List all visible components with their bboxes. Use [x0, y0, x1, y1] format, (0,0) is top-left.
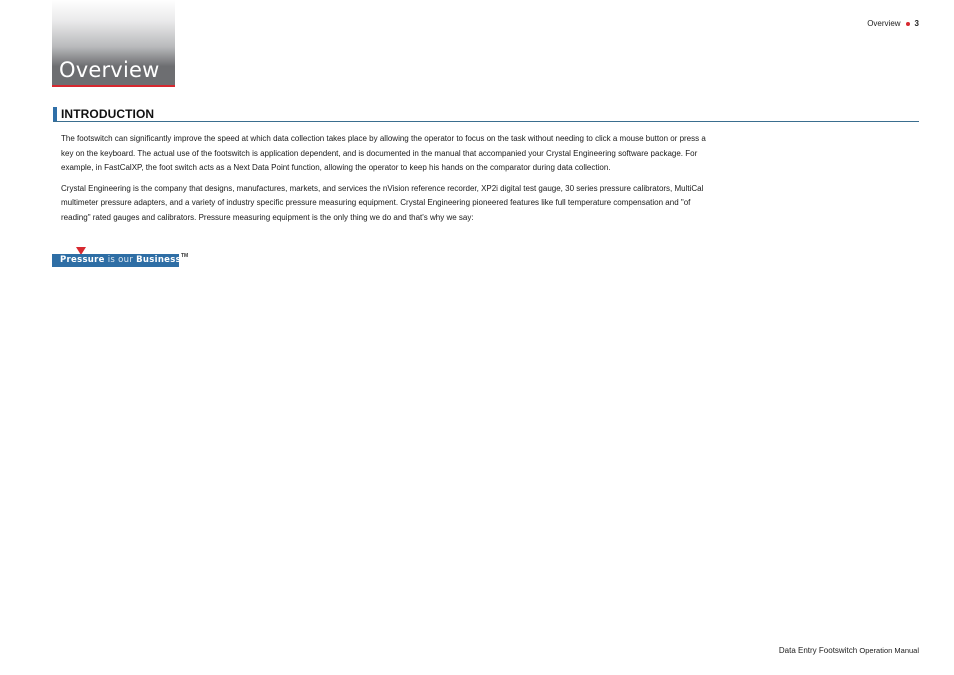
page-number: 3 [914, 19, 919, 28]
paragraph: Crystal Engineering is the company that designs, manufactures, markets, and services the nVision reference recorder, XP2i digital test gauge, 30 series pressure calibrators, MultiCal multimeter pressure adapters, and a variety of industry specific pressure measuring equipment. Crystal Engineering pioneered features like full temperature compensation and "of reading" rated gauges and calibrators. Pressure measuring equipment is the only thing we do and that's why we say: [61, 183, 704, 222]
running-header [867, 19, 919, 28]
bullet-dot-icon [906, 22, 910, 26]
chapter-title: Overview [59, 58, 160, 82]
footer-subtitle: Operation Manual [859, 646, 919, 655]
page-footer [779, 646, 919, 655]
header-section-label: Overview [867, 19, 901, 28]
chapter-tab [52, 0, 175, 87]
logo-word-is-our: is our [107, 255, 134, 265]
logo-word-business: Business [136, 255, 181, 265]
section-marker-icon [53, 107, 57, 121]
footer-title: Data Entry Footswitch [778, 646, 858, 655]
logo-banner [52, 254, 179, 267]
body-text [61, 132, 706, 232]
logo-word-pressure: Pressure [60, 255, 105, 265]
section-title: INTRODUCTION [61, 107, 155, 121]
trademark-mark: TM [181, 253, 189, 259]
section-heading [53, 107, 919, 122]
pressure-is-our-business-logo [52, 246, 192, 268]
paragraph: The footswitch can significantly improve the speed at which data collection takes place by allowing the operator to focus on the task without needing to click a mouse button or press a key on the keyboard. The actual use of the footswitch is application dependent, and is documented in the manual that accompanied your Crystal Engineering software package. For example, in FastCalXP, the foot switch acts as a Next Data Point function, allowing the operator to keep his hands on the comparator during data collection. [61, 134, 706, 173]
